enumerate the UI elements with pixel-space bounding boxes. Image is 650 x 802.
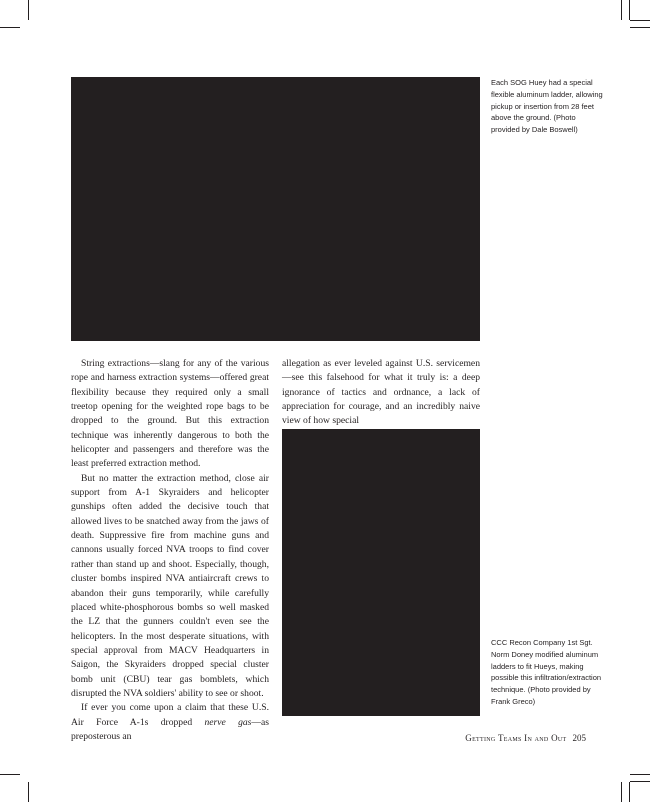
paragraph: But no matter the extraction method, close air support from A-1 Skyraiders and helicopter gunships often added the decisive touch that allowed lives to be snatched away from the jaws of death. Suppressive fire from machine guns and cannons usually forced NVA troops to find cover rather than stand up and shoot. Especially, though, cluster bombs inspired NVA antiaircraft crews to abandon their guns temporarily, while carefully placed white-phosphorous bombs so well masked the LZ that the gunners couldn't even see the helicopters. In the most desperate situations, with special approval from MACV Headquarters in Saigon, the Skyraiders dropped special cluster bomb unit (CBU) tear gas bomblets, which disrupted the NVA soldiers' ability to see or shoot. (71, 472, 269, 699)
crop-mark (621, 0, 622, 20)
text-run: If ever you come upon a claim that these U.S. Air Force A-1s dropped (71, 702, 269, 728)
photo-bottom (282, 429, 480, 716)
crop-mark (630, 27, 650, 28)
crop-mark (630, 781, 650, 782)
running-head: Getting Teams In and Out (465, 733, 567, 743)
caption-bottom: CCC Recon Company 1st Sgt. Norm Doney modified aluminum ladders to fit Hueys, making possible this infiltration/extraction technique. (Photo provided by Frank Greco) (491, 638, 602, 706)
paragraph (71, 701, 269, 744)
paragraph: String extractions—slang for any of the various rope and harness extraction systems—offered great flexibility because they required only a small treetop opening for the weighted rope bags to be dropped to the ground. But this extraction technique was inherently dangerous to both the helicopter and passengers and therefore was the least preferred extraction method. (71, 358, 269, 470)
crop-mark (630, 774, 650, 775)
emphasis: nerve gas (204, 716, 252, 728)
page-footer (465, 733, 586, 743)
crop-mark (629, 782, 630, 802)
body-column-right (282, 357, 480, 429)
body-column-left (71, 357, 269, 744)
crop-mark (28, 782, 29, 802)
crop-mark (0, 774, 20, 775)
paragraph: allegation as ever leveled against U.S. servicemen—see this falsehood for what it truly is: a deep ignorance of tactics and ordnance, a lack of appreciation for courage, and an incredibly naive view of how special (282, 358, 480, 427)
page-number: 205 (572, 733, 586, 743)
crop-mark (0, 27, 20, 28)
crop-mark (629, 0, 630, 20)
photo-top (71, 77, 480, 341)
crop-mark (621, 782, 622, 802)
text-run: —as preposterous an (71, 716, 269, 742)
caption-top: Each SOG Huey had a special flexible aluminum ladder, allowing pickup or insertion from 28 feet above the ground. (Photo provided by Dale Boswell) (491, 78, 603, 135)
crop-mark (630, 20, 650, 21)
crop-mark (28, 0, 29, 20)
